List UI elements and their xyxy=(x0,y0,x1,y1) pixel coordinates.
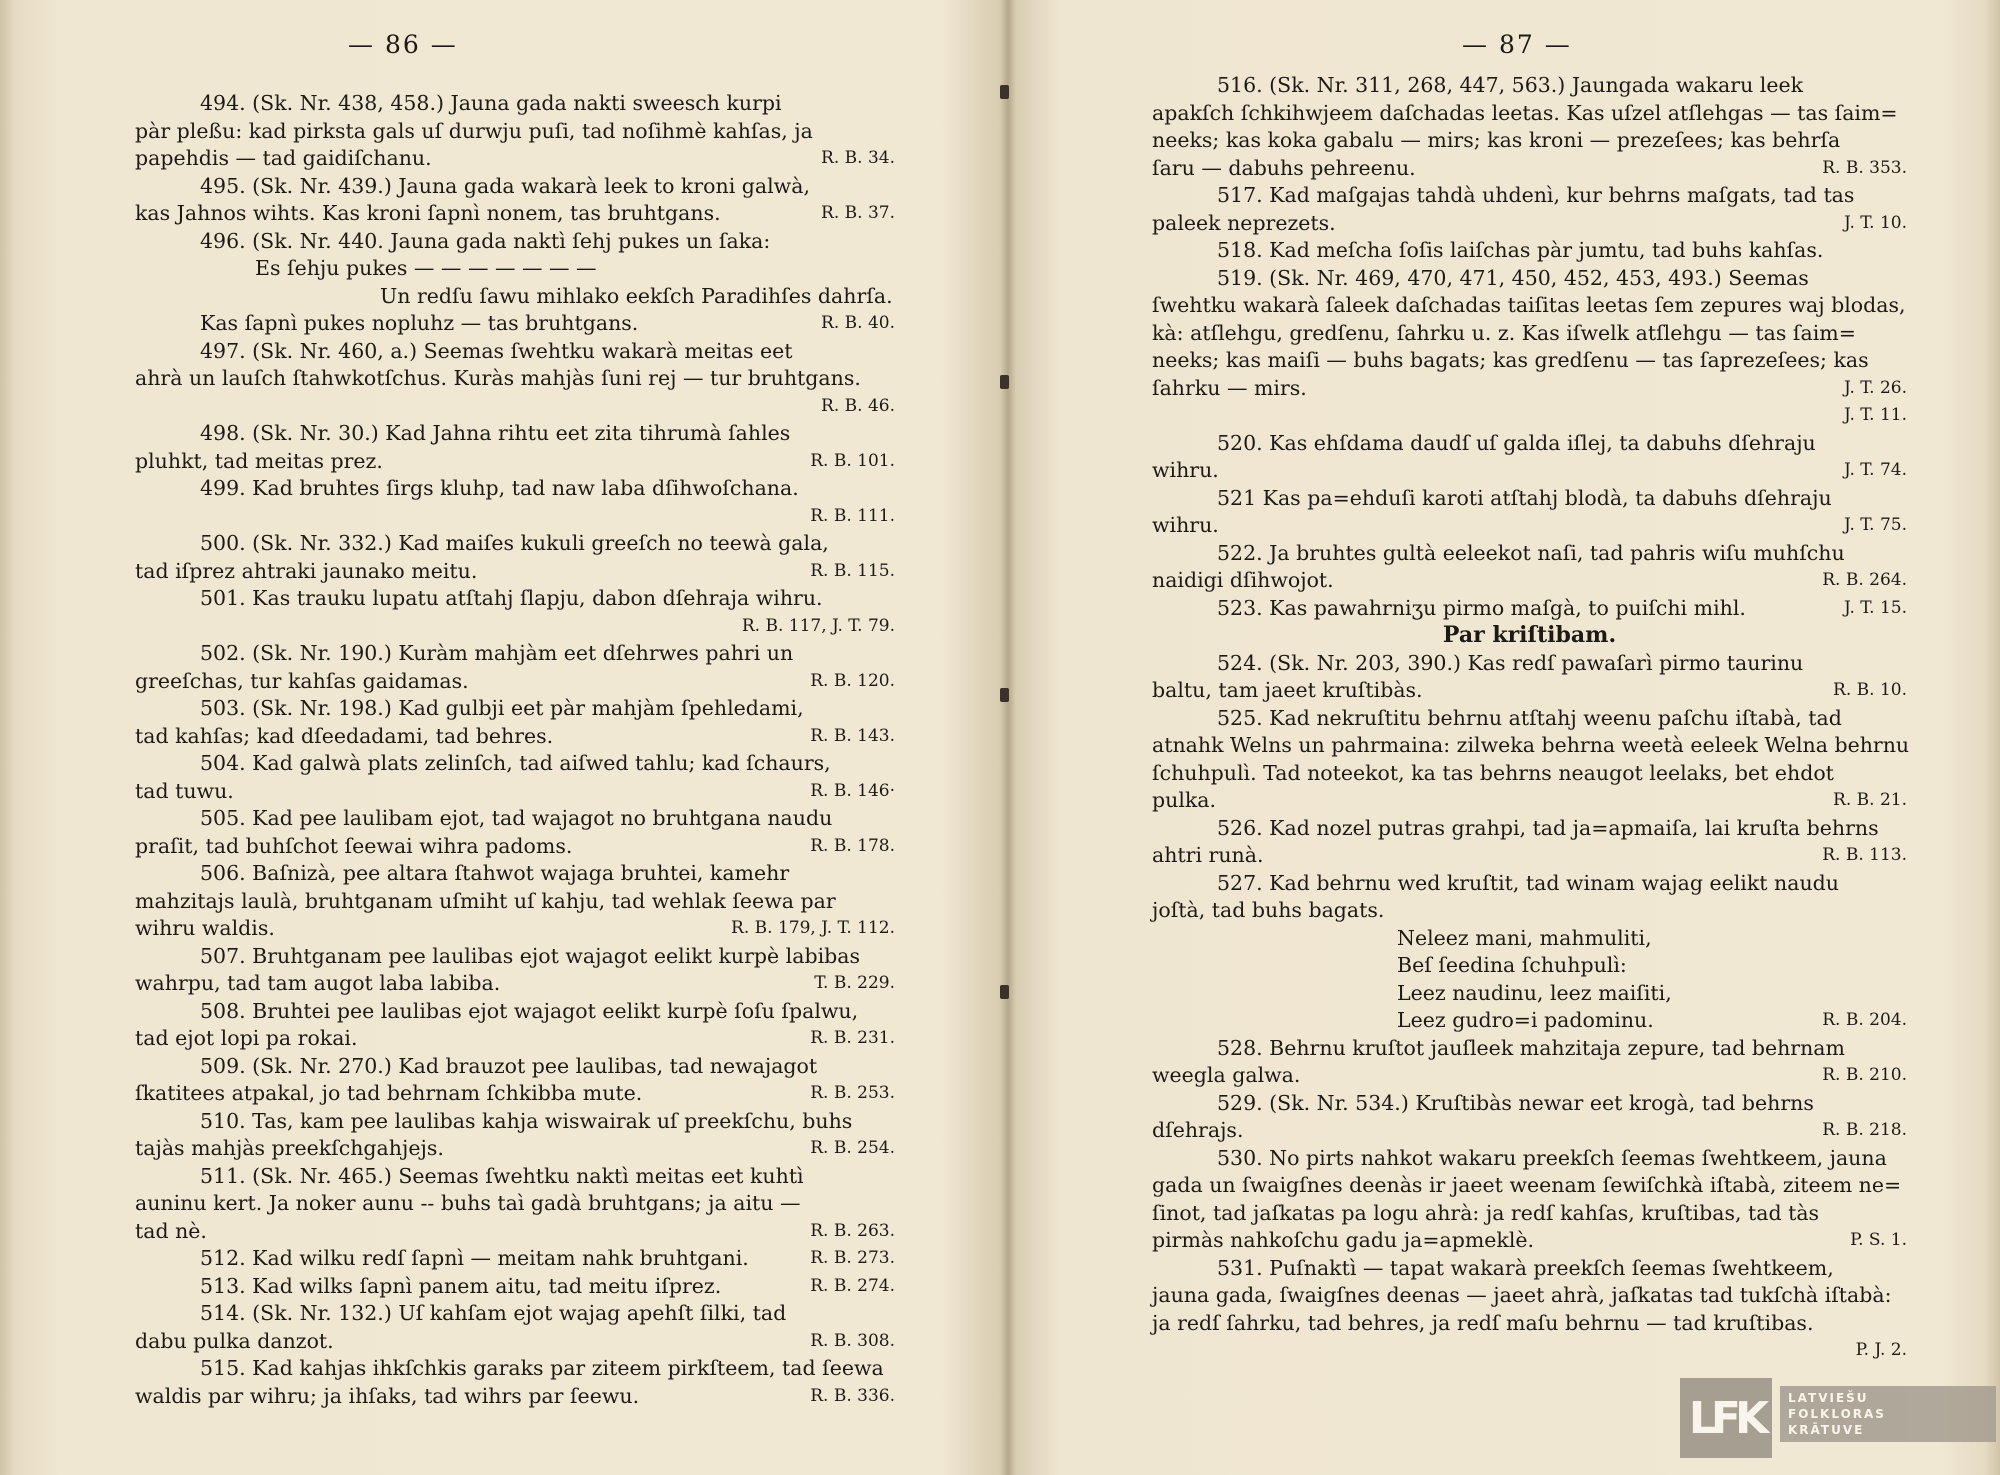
text-line xyxy=(135,228,895,256)
line-text: pluhkt, tad meitas prez. xyxy=(135,448,383,473)
line-text: wahrpu, tad tam augot laba labiba. xyxy=(135,971,501,995)
line-text: paleek neprezets. xyxy=(1152,210,1336,235)
source-reference: P. J. 2. xyxy=(1855,1340,1907,1360)
line-text: 514. (Sk. Nr. 132.) Uſ kahſam ejot wajag apehſt ſilki, tad xyxy=(200,1301,787,1325)
line-text: pulka. xyxy=(1152,788,1217,812)
lfk-logo-mark: LFK xyxy=(1680,1378,1772,1458)
text-line xyxy=(1152,1007,1907,1035)
line-text: 529. (Sk. Nr. 534.) Kruſtibàs newar eet krogà, tad behrns xyxy=(1217,1090,1814,1115)
line-text: wihru waldis. xyxy=(135,916,275,940)
line-text: 522. Ja bruhtes gultà eeleekot naſi, tad pahris wiſu muhſchu xyxy=(1217,540,1845,565)
line-text: kà: atſlehgu, gredſenu, ſahrku u. z. Kas iſwelk atſlehgu — tas ſaim= xyxy=(1152,320,1856,345)
source-reference: R. B. 274. xyxy=(810,1275,895,1296)
text-line xyxy=(1152,787,1907,815)
text-line xyxy=(135,695,895,723)
line-text: ahrà un lauſch ſtahwkotſchus. Kuràs mahjàs ſuni rej — tur bruhtgans. xyxy=(135,366,861,390)
text-line xyxy=(135,668,895,696)
source-reference: J. T. 26. xyxy=(1844,377,1907,398)
line-text: tad kahſas; kad dſeedadami, tad behres. xyxy=(135,723,554,748)
line-text: 512. Kad wilku redſ ſapnì — meitam nahk bruhtgani. xyxy=(200,1246,749,1270)
line-text: auninu kert. Ja noker aunu -- buhs taì gadà bruhtgans; ja aitu — xyxy=(135,1191,801,1215)
source-reference: R. B. 113. xyxy=(1822,845,1907,865)
text-line xyxy=(135,833,895,861)
line-text: 505. Kad pee laulibam ejot, tad wajagot no bruhtgana naudu xyxy=(200,806,833,830)
line-text: ahtri runà. xyxy=(1152,843,1264,867)
text-line xyxy=(1152,815,1907,843)
text-line xyxy=(1152,430,1907,458)
text-line xyxy=(135,1273,895,1301)
line-text: Es ſehju pukes — — — — — — — xyxy=(255,256,597,280)
line-text: weegla galwa. xyxy=(1152,1063,1301,1087)
line-text: Kas ſapnì pukes nopluhz — tas bruhtgans. xyxy=(200,311,639,335)
text-line xyxy=(1152,210,1907,238)
line-text: 525. Kad nekruſtitu behrnu atſtahj weenu paſchu iſtabà, tad xyxy=(1217,705,1842,730)
text-line xyxy=(135,1053,895,1081)
source-reference: R. B. 264. xyxy=(1822,570,1907,590)
line-text: pàr pleßu: kad pirksta gals uſ durwju puſi, tad noſihmè kahſas, ja xyxy=(135,118,813,143)
section-heading xyxy=(1152,622,1907,650)
text-line xyxy=(1152,1255,1907,1283)
line-text: praſit, tad buhſchot ſeewai wihra padoms. xyxy=(135,833,573,858)
source-reference: R. B. 353. xyxy=(1822,157,1907,178)
text-line xyxy=(135,1163,895,1191)
line-text: neeks; kas koka gabalu — mirs; kas kroni — prezeſees; kas behrſa xyxy=(1152,128,1841,152)
source-reference: R. B. 179, J. T. 112. xyxy=(731,918,895,938)
line-text: baltu, tam jaeet kruſtibàs. xyxy=(1152,678,1423,702)
line-text: tad ejot lopi pa rokai. xyxy=(135,1026,358,1050)
line-text: 513. Kad wilks ſapnì panem aitu, tad meitu iſprez. xyxy=(200,1273,722,1298)
text-line xyxy=(135,888,895,916)
text-line xyxy=(1152,1282,1907,1310)
text-line xyxy=(1152,292,1907,320)
source-reference: J. T. 10. xyxy=(1844,212,1907,233)
line-text: 500. (Sk. Nr. 332.) Kad maiſes kukuli greeſch no teewà gala, xyxy=(200,531,829,555)
page-number-right: — 87 — xyxy=(1462,30,1572,59)
line-text: 531. Puſnaktì — tapat wakarà preekſch ſeemas ſwehtkeem, xyxy=(1217,1255,1834,1280)
text-line xyxy=(135,1135,895,1163)
logo-line: KRĀTUVE xyxy=(1788,1423,1865,1437)
text-line xyxy=(135,173,895,201)
text-line xyxy=(135,338,895,366)
text-line xyxy=(1152,485,1907,513)
line-text: 517. Kad maſgajas tahdà uhdenì, kur behrns maſgats, tad tas xyxy=(1217,183,1855,207)
text-line xyxy=(1152,375,1907,403)
line-text: greeſchas, tur kahſas gaidamas. xyxy=(135,668,469,693)
line-text: 507. Bruhtganam pee laulibas ejot wajagot eelikt kurpè labibas xyxy=(200,943,860,968)
line-text: tad nè. xyxy=(135,1218,207,1243)
text-line xyxy=(1152,347,1907,375)
line-text: 503. (Sk. Nr. 198.) Kad gulbji eet pàr mahjàm ſpehledami, xyxy=(200,696,804,720)
text-line xyxy=(1152,320,1907,348)
line-text: Par kriſtibam. xyxy=(1442,622,1617,648)
text-line xyxy=(135,1355,895,1383)
source-reference: T. B. 229. xyxy=(814,973,895,993)
left-text-block xyxy=(135,90,895,1410)
text-line xyxy=(135,200,895,228)
line-text: Un redſu ſawu mihlako eekſch Paradihſes dahrſa. xyxy=(380,283,893,308)
line-text: dſehrajs. xyxy=(1152,1118,1244,1142)
text-line xyxy=(135,1245,895,1273)
text-line xyxy=(135,365,895,393)
line-text: 511. (Sk. Nr. 465.) Seemas ſwehtku naktì meitas eet kuhtì xyxy=(200,1163,804,1188)
text-line xyxy=(135,1383,895,1411)
line-text: 521 Kas pa=ehduſi karoti atſtahj blodà, ta dabuhs dſehraju xyxy=(1217,485,1832,510)
source-reference: R. B. 178. xyxy=(810,835,895,856)
line-text: atnahk Welns un pahrmaina: zilweka behrna weetà eeleek Welna behrnu xyxy=(1152,733,1910,757)
text-line xyxy=(135,1025,895,1053)
source-reference: J. T. 15. xyxy=(1844,597,1907,618)
text-line xyxy=(1152,1090,1907,1118)
source-reference: R. B. 253. xyxy=(810,1083,895,1103)
text-line xyxy=(1152,1172,1907,1200)
page-number-left: — 86 — xyxy=(348,30,458,59)
source-reference: R. B. 111. xyxy=(810,505,895,526)
source-reference: R. B. 146· xyxy=(810,780,895,801)
text-line xyxy=(1152,540,1907,568)
source-reference: R. B. 40. xyxy=(821,313,895,333)
text-line xyxy=(135,420,895,448)
text-line xyxy=(135,1218,895,1246)
line-text: 495. (Sk. Nr. 439.) Jauna gada wakarà leek to kroni galwà, xyxy=(200,173,810,198)
source-reference: R. B. 336. xyxy=(810,1385,895,1406)
text-line xyxy=(1152,155,1907,183)
text-line xyxy=(1152,182,1907,210)
line-text: tad iſprez ahtraki jaunako meitu. xyxy=(135,558,478,583)
line-text: 510. Tas, kam pee laulibas kahja wiswairak uſ preekſchu, buhs xyxy=(200,1108,853,1133)
line-text: ſwehtku wakarà ſaleek daſchadas taiſitas leetas ſem zepures waj blodas, xyxy=(1152,293,1906,317)
text-line xyxy=(135,118,895,146)
line-text: 498. (Sk. Nr. 30.) Kad Jahna rihtu eet zita tihrumà ſahles xyxy=(200,421,791,445)
text-line xyxy=(135,530,895,558)
text-line xyxy=(1152,1145,1907,1173)
text-line xyxy=(135,915,895,943)
line-text: 516. (Sk. Nr. 311, 268, 447, 563.) Jaungada wakaru leek xyxy=(1217,73,1804,97)
text-line xyxy=(1152,870,1907,898)
text-line xyxy=(135,1190,895,1218)
line-text: joſtà, tad buhs bagats. xyxy=(1152,898,1385,922)
text-line xyxy=(1152,842,1907,870)
line-text: papehdis — tad gaidiſchanu. xyxy=(135,146,432,170)
line-text: 528. Behrnu kruſtot jauſleek mahzitaja zepure, tad behrnam xyxy=(1217,1035,1845,1060)
line-text: 497. (Sk. Nr. 460, a.) Seemas ſwehtku wakarà meitas eet xyxy=(200,338,793,363)
text-line xyxy=(135,90,895,118)
line-text: ſkatitees atpakal, jo tad behrnam ſchkibba mute. xyxy=(135,1081,643,1105)
line-text: 527. Kad behrnu wed kruſtit, tad winam wajag eelikt naudu xyxy=(1217,870,1839,895)
logo-line: FOLKLORAS xyxy=(1788,1407,1886,1421)
line-text: Beſ ſeedina ſchuhpulì: xyxy=(1397,953,1627,977)
source-reference: R. B. 117, J. T. 79. xyxy=(741,615,895,636)
text-line xyxy=(1152,1337,1907,1365)
line-text: 524. (Sk. Nr. 203, 390.) Kas redſ pawaſarì pirmo taurinu xyxy=(1217,650,1804,675)
text-line xyxy=(1152,1310,1907,1338)
text-line xyxy=(1152,265,1907,293)
source-reference: R. B. 46. xyxy=(821,395,895,416)
source-reference: R. B. 254. xyxy=(810,1138,895,1158)
text-line xyxy=(1152,1200,1907,1228)
line-text: 494. (Sk. Nr. 438, 458.) Jauna gada nakti sweesch kurpi xyxy=(200,91,782,115)
text-line xyxy=(135,448,895,476)
text-line xyxy=(135,310,895,338)
text-line xyxy=(135,255,895,283)
text-line xyxy=(1152,100,1907,128)
text-line xyxy=(135,970,895,998)
text-line xyxy=(135,1080,895,1108)
line-text: ja redſ ſahrku, tad behres, ja redſ maſu behrnu — tad kruſtibas. xyxy=(1152,1310,1814,1335)
text-line xyxy=(1152,1035,1907,1063)
text-line xyxy=(1152,1117,1907,1145)
text-line xyxy=(135,145,895,173)
source-reference: R. B. 218. xyxy=(1822,1120,1907,1140)
text-line xyxy=(135,558,895,586)
text-line xyxy=(1152,650,1907,678)
text-line xyxy=(135,750,895,778)
text-line xyxy=(135,723,895,751)
line-text: kas Jahnos wihts. Kas kroni ſapnì nonem, tas bruhtgans. xyxy=(135,201,721,225)
line-text: 518. Kad meſcha ſoſis laiſchas pàr jumtu, tad buhs kahſas. xyxy=(1217,238,1824,262)
line-text: 530. No pirts nahkot wakaru preekſch ſeemas ſwehtkeem, jauna xyxy=(1217,1145,1887,1170)
source-reference: R. B. 263. xyxy=(810,1220,895,1241)
line-text: 502. (Sk. Nr. 190.) Kuràm mahjàm eet dſehrwes pahri un xyxy=(200,641,794,665)
text-line xyxy=(1152,567,1907,595)
text-line xyxy=(1152,705,1907,733)
line-text: 508. Bruhtei pee laulibas ejot wajagot eelikt kurpè ſoſu ſpalwu, xyxy=(200,998,859,1023)
text-line xyxy=(1152,237,1907,265)
source-reference: P. S. 1. xyxy=(1850,1230,1907,1250)
source-reference: R. B. 37. xyxy=(821,203,895,223)
text-line xyxy=(1152,925,1907,953)
text-line xyxy=(1152,595,1907,623)
text-line xyxy=(1152,127,1907,155)
line-text: 526. Kad nozel putras grahpi, tad ja=apmaiſa, lai kruſta behrns xyxy=(1217,815,1879,840)
source-reference: R. B. 115. xyxy=(810,560,895,581)
line-text: 496. (Sk. Nr. 440. Jauna gada naktì ſehj pukes un ſaka: xyxy=(200,228,771,253)
line-text: apakſch ſchkihwjeem daſchadas leetas. Kas uſzel atſlehgas — tas ſaim= xyxy=(1152,100,1898,125)
line-text: gada un ſwaigſnes deenàs ir jaeet weenam ſewiſchkà iſtabà, ziteem ne= xyxy=(1152,1173,1902,1197)
text-line xyxy=(135,393,895,421)
text-line xyxy=(135,860,895,888)
source-reference: R. B. 231. xyxy=(810,1028,895,1048)
right-page xyxy=(1007,0,2000,1475)
line-text: dabu pulka danzot. xyxy=(135,1328,334,1353)
line-text: 520. Kas ehſdama daudſ uſ galda iſlej, ta dabuhs dſehraju xyxy=(1217,430,1816,455)
line-text: wihru. xyxy=(1152,513,1219,537)
logo-text xyxy=(1780,1386,1996,1442)
source-reference: R. B. 204. xyxy=(1822,1010,1907,1030)
text-line xyxy=(1152,952,1907,980)
line-text: 504. Kad galwà plats zelinſch, tad aiſwed tahlu; kad ſchaurs, xyxy=(200,751,831,775)
line-text: 506. Baſnizà, pee altara ſtahwot wajaga bruhtei, kamehr xyxy=(200,861,790,885)
text-line xyxy=(1152,72,1907,100)
line-text: tad tuwu. xyxy=(135,778,234,803)
text-line xyxy=(1152,980,1907,1008)
line-text: ſaru — dabuhs pehreenu. xyxy=(1152,155,1416,180)
text-line xyxy=(1152,732,1910,760)
text-line xyxy=(1152,1062,1907,1090)
line-text: Leez gudro=i padominu. xyxy=(1397,1008,1654,1032)
line-text: jauna gada, ſwaigſnes deenas — jaeet ahrà, jaſkatas tad tukſchà iſtabà: xyxy=(1152,1283,1892,1307)
text-line xyxy=(135,1328,895,1356)
source-reference: R. B. 143. xyxy=(810,725,895,746)
line-text: naidigi dſihwojot. xyxy=(1152,568,1334,592)
archive-logo xyxy=(1680,1378,1980,1458)
text-line xyxy=(135,1108,895,1136)
line-text: mahzitajs laulà, bruhtganam uſmiht uſ kahju, tad wehlak ſeewa par xyxy=(135,888,836,913)
line-text: ſinot, tad jaſkatas pa logu ahrà: ja redſ kahſas, kruſtibas, tad tàs xyxy=(1152,1200,1820,1225)
source-reference: J. T. 11. xyxy=(1844,405,1907,425)
line-text: 501. Kas trauku lupatu atſtahj ſlapju, dabon dſehraja wihru. xyxy=(200,586,823,610)
text-line xyxy=(1152,512,1907,540)
right-text-block xyxy=(1152,72,1910,1365)
source-reference: R. B. 10. xyxy=(1833,680,1907,700)
line-text: 523. Kas pawahrniʒu pirmo maſgà, to puiſchi mihl. xyxy=(1217,595,1746,620)
line-text: 519. (Sk. Nr. 469, 470, 471, 450, 452, 453, 493.) Seemas xyxy=(1217,265,1809,290)
text-line xyxy=(135,998,895,1026)
text-line xyxy=(1152,457,1907,485)
line-text: neeks; kas maiſi — buhs bagats; kas gredſenu — tas ſaprezeſees; kas xyxy=(1152,348,1869,372)
text-line xyxy=(1152,402,1907,430)
text-line xyxy=(135,1300,895,1328)
line-text: pirmàs nahkoſchu gadu ja=apmeklè. xyxy=(1152,1228,1535,1252)
text-line xyxy=(135,943,895,971)
source-reference: R. B. 210. xyxy=(1822,1065,1907,1085)
text-line xyxy=(135,585,895,613)
text-line xyxy=(135,778,895,806)
line-text: Neleez mani, mahmuliti, xyxy=(1397,925,1652,950)
line-text: ſahrku — mirs. xyxy=(1152,375,1307,400)
source-reference: R. B. 120. xyxy=(810,670,895,691)
line-text: waldis par wihru; ja ihſaks, tad wihrs par ſeewu. xyxy=(135,1383,640,1408)
text-line xyxy=(135,640,895,668)
source-reference: J. T. 75. xyxy=(1844,515,1907,535)
text-line xyxy=(135,475,895,503)
source-reference: R. B. 308. xyxy=(810,1330,895,1351)
text-line xyxy=(135,613,895,641)
source-reference: J. T. 74. xyxy=(1844,460,1907,480)
source-reference: R. B. 273. xyxy=(810,1248,895,1268)
line-text: 509. (Sk. Nr. 270.) Kad brauzot pee laulibas, tad newajagot xyxy=(200,1053,818,1078)
text-line xyxy=(1152,760,1907,788)
source-reference: R. B. 101. xyxy=(810,450,895,471)
text-line xyxy=(1152,897,1907,925)
line-text: 499. Kad bruhtes ſirgs kluhp, tad naw laba dſihwoſchana. xyxy=(200,476,799,500)
line-text: tajàs mahjàs preekſchgahjejs. xyxy=(135,1136,444,1160)
text-line xyxy=(1152,677,1907,705)
logo-line: LATVIEŠU xyxy=(1788,1391,1869,1405)
text-line xyxy=(135,805,895,833)
source-reference: R. B. 34. xyxy=(821,148,895,168)
text-line xyxy=(1152,1227,1907,1255)
source-reference: R. B. 21. xyxy=(1833,790,1907,810)
line-text: Leez naudinu, leez maiſiti, xyxy=(1397,980,1672,1005)
text-line xyxy=(135,283,895,311)
line-text: ſchuhpulì. Tad noteekot, ka tas behrns neaugot leelaks, bet ehdot xyxy=(1152,760,1834,785)
text-line xyxy=(135,503,895,531)
line-text: wihru. xyxy=(1152,458,1219,482)
line-text: 515. Kad kahjas ihkſchkis garaks par ziteem pirkſteem, tad ſeewa xyxy=(200,1356,884,1380)
